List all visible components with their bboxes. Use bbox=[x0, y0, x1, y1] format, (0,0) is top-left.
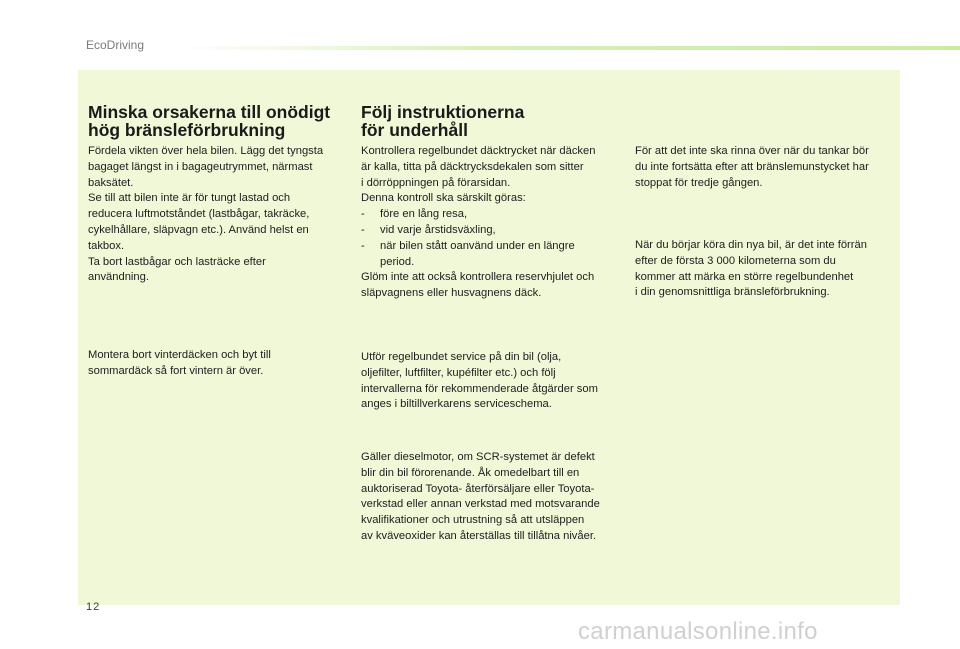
middle-column-2 bbox=[361, 350, 626, 413]
middle-paragraph-2: Utför regelbundet service på din bil (olja, oljefilter, luftfilter, kupéfilter etc.) och följ intervallerna för rekommenderade åtgärder som anges i biltillverkarens serviceschema. bbox=[361, 351, 598, 411]
section-title: EcoDriving bbox=[86, 38, 145, 52]
list-item: - när bilen stått oanvänd under en längre period. bbox=[361, 239, 626, 271]
middle-paragraph-outro: Glöm inte att också kontrollera reservhjulet och släpvagnens eller husvagnens däck. bbox=[361, 271, 595, 300]
watermark-text: carmanualsonline.info bbox=[578, 618, 818, 645]
middle-heading-line1: Följ instruktionerna bbox=[361, 102, 525, 122]
middle-heading bbox=[361, 103, 524, 139]
check-list bbox=[361, 207, 626, 270]
left-heading-line1: Minska orsakerna till onödigt bbox=[88, 102, 331, 122]
middle-paragraph-intro: Kontrollera regelbundet däcktrycket när däcken är kalla, titta på däcktrycksdekalen som sitter i dörröppningen på förarsidan. Denna kontroll ska särskilt göras: bbox=[361, 145, 596, 205]
right-paragraph-1: För att det inte ska rinna över när du tankar bör du inte fortsätta efter att bränslemunstycket har stoppat för tredje gången. bbox=[635, 145, 869, 189]
left-paragraph-1: Fördela vikten över hela bilen. Lägg det tyngsta bagaget längst in i bagageutrymmet, närmast baksätet. Se till att bilen inte är för tungt lastad och reducera luftmotståndet (lastbågar, takräcke, cykelhållare, släpvagn etc.). Använd helst en takbox. Ta bort lastbågar och lasträcke efter användning. bbox=[88, 145, 324, 284]
list-item: - vid varje årstidsväxling, bbox=[361, 223, 626, 239]
left-column bbox=[88, 144, 350, 286]
right-paragraph-2: När du börjar köra din nya bil, är det inte förrän efter de första 3 000 kilometerna som du kommer att märka en större regelbundenhet i din genomsnittliga bränsleförbrukning. bbox=[635, 239, 867, 299]
header-divider bbox=[180, 46, 960, 50]
middle-paragraph-3: Gäller dieselmotor, om SCR-systemet är defekt blir din bil förorenande. Åk omedelbart till en auktoriserad Toyota- återförsäljare eller Toyota- verkstad eller annan verkstad med motsvarande kvalifikationer och utrustning så att utsläppen av kväveoxider kan återställas till tillåtna nivåer. bbox=[361, 451, 600, 542]
page-number: 12 bbox=[86, 601, 101, 613]
middle-column-3 bbox=[361, 450, 626, 545]
right-column-2 bbox=[635, 238, 895, 301]
list-item: - före en lång resa, bbox=[361, 207, 626, 223]
middle-column bbox=[361, 144, 626, 302]
right-column bbox=[635, 144, 895, 191]
left-paragraph-2: Montera bort vinterdäcken och byt till sommardäck så fort vintern är över. bbox=[88, 349, 271, 377]
left-heading-line2: hög bränsleförbrukning bbox=[88, 120, 286, 140]
middle-heading-line2: för underhåll bbox=[361, 120, 468, 140]
left-column-2 bbox=[88, 348, 350, 380]
left-heading bbox=[88, 103, 330, 139]
